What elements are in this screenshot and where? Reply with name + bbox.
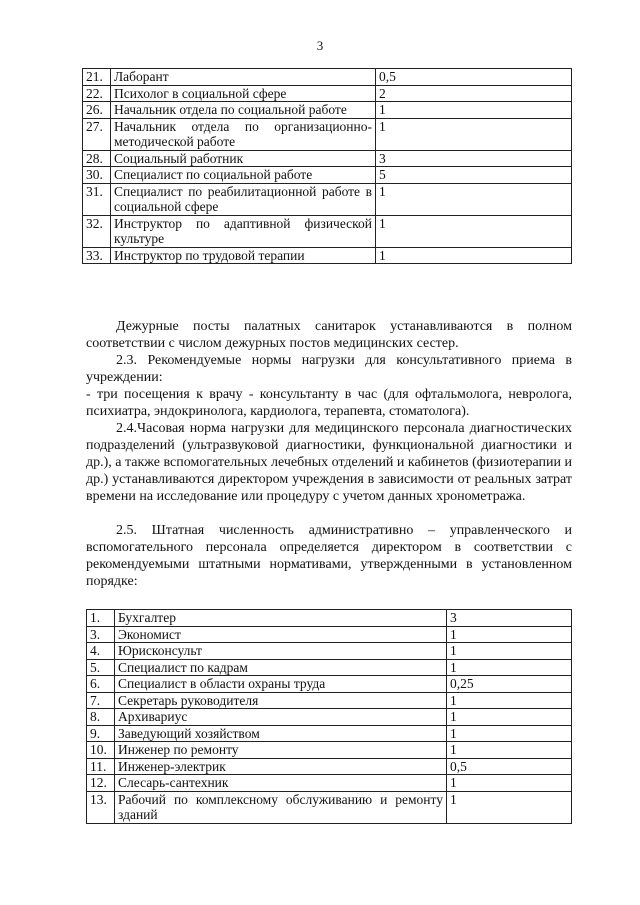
row-number: 33.: [83, 247, 111, 264]
position-name: Начальник отдела по организационно-методической работе: [111, 118, 376, 150]
position-count: 0,5: [376, 69, 572, 86]
position-name: Инженер по ремонту: [115, 742, 447, 759]
position-name: Инструктор по адаптивной физической культуре: [111, 215, 376, 247]
position-name: Юрисконсульт: [115, 643, 447, 660]
position-count: 1: [447, 709, 572, 726]
row-number: 32.: [83, 215, 111, 247]
position-name: Экономист: [115, 626, 447, 643]
row-number: 3.: [87, 626, 115, 643]
staff-table-medical: [82, 68, 572, 264]
table-row: [87, 692, 572, 709]
position-count: 1: [376, 215, 572, 247]
position-name: Специалист в области охраны труда: [115, 676, 447, 693]
row-number: 4.: [87, 643, 115, 660]
position-name: Специалист по кадрам: [115, 659, 447, 676]
row-number: 22.: [83, 85, 111, 102]
table-row: [83, 150, 572, 167]
position-name: Заведующий хозяйством: [115, 725, 447, 742]
table-row: [87, 676, 572, 693]
row-number: 9.: [87, 725, 115, 742]
table-row: [87, 643, 572, 660]
position-count: 2: [376, 85, 572, 102]
page-number: 3: [316, 38, 324, 53]
position-count: 1: [447, 692, 572, 709]
position-name: Бухгалтер: [115, 610, 447, 627]
position-count: 1: [447, 659, 572, 676]
table-row: [87, 626, 572, 643]
table-row: [87, 725, 572, 742]
table-row: [87, 742, 572, 759]
paragraph-duty-posts: Дежурные посты палатных санитарок устанавливаются в полном соответствии с числом дежурных постов медицинских сестер.: [86, 319, 572, 351]
table-row: [87, 791, 572, 823]
paragraph-2-3: 2.3. Рекомендуемые нормы нагрузки для консультативного приема в учреждении:: [86, 353, 572, 385]
row-number: 27.: [83, 118, 111, 150]
position-count: 0,5: [447, 758, 572, 775]
table-row: [87, 709, 572, 726]
row-number: 1.: [87, 610, 115, 627]
position-name: Инженер-электрик: [115, 758, 447, 775]
position-count: 1: [376, 102, 572, 119]
table-row: [83, 215, 572, 247]
staff-table-administrative: [86, 609, 572, 824]
position-count: 5: [376, 167, 572, 184]
row-number: 8.: [87, 709, 115, 726]
position-count: 0,25: [447, 676, 572, 693]
row-number: 5.: [87, 659, 115, 676]
row-number: 31.: [83, 183, 111, 215]
position-name: Специалист по реабилитационной работе в социальной сфере: [111, 183, 376, 215]
row-number: 26.: [83, 102, 111, 119]
table-row: [83, 247, 572, 264]
row-number: 6.: [87, 676, 115, 693]
table-row: [83, 85, 572, 102]
position-name: Начальник отдела по социальной работе: [111, 102, 376, 119]
position-name: Лаборант: [111, 69, 376, 86]
row-number: 21.: [83, 69, 111, 86]
paragraph-2-5: 2.5. Штатная численность административно – управленческого и вспомогательного персонала определяется директором в соответствии с рекомендуемыми штатными нормативами, утвержденными в установленном порядке:: [86, 523, 572, 589]
position-name: Социальный работник: [111, 150, 376, 167]
position-name: Архивариус: [115, 709, 447, 726]
position-count: 1: [447, 742, 572, 759]
position-name: Специалист по социальной работе: [111, 167, 376, 184]
row-number: 13.: [87, 791, 115, 823]
table-row: [83, 118, 572, 150]
position-name: Инструктор по трудовой терапии: [111, 247, 376, 264]
row-number: 7.: [87, 692, 115, 709]
position-name: Рабочий по комплексному обслуживанию и ремонту зданий: [115, 791, 447, 823]
row-number: 10.: [87, 742, 115, 759]
table-row: [83, 167, 572, 184]
table-row: [87, 758, 572, 775]
position-count: 1: [447, 626, 572, 643]
position-count: 1: [447, 643, 572, 660]
paragraph-consult-norm: - три посещения к врачу - консультанту в час (для офтальмолога, невролога, психиатра, эндокринолога, кардиолога, терапевта, стоматолога).: [86, 387, 572, 419]
position-count: 1: [376, 183, 572, 215]
position-count: 1: [376, 247, 572, 264]
position-count: 1: [447, 725, 572, 742]
position-count: 3: [376, 150, 572, 167]
position-count: 1: [447, 791, 572, 823]
table-row: [83, 69, 572, 86]
row-number: 11.: [87, 758, 115, 775]
position-name: Психолог в социальной сфере: [111, 85, 376, 102]
paragraph-2-4: 2.4.Часовая норма нагрузки для медицинского персонала диагностических подразделений (ультразвуковой диагностики, функциональной диагностики и др.), а также вспомогательных лечебных отделений и кабинетов (физиотерапии и др.) устанавливаются директором учреждения в зависимости от реальных затрат времени на исследование или процедуру с учетом данных хронометража.: [86, 421, 572, 504]
table-row: [83, 183, 572, 215]
row-number: 30.: [83, 167, 111, 184]
table-row: [87, 775, 572, 792]
row-number: 28.: [83, 150, 111, 167]
table-row: [83, 102, 572, 119]
row-number: 12.: [87, 775, 115, 792]
table-row: [87, 610, 572, 627]
table-row: [87, 659, 572, 676]
position-name: Слесарь-сантехник: [115, 775, 447, 792]
position-name: Секретарь руководителя: [115, 692, 447, 709]
position-count: 3: [447, 610, 572, 627]
position-count: 1: [376, 118, 572, 150]
position-count: 1: [447, 775, 572, 792]
